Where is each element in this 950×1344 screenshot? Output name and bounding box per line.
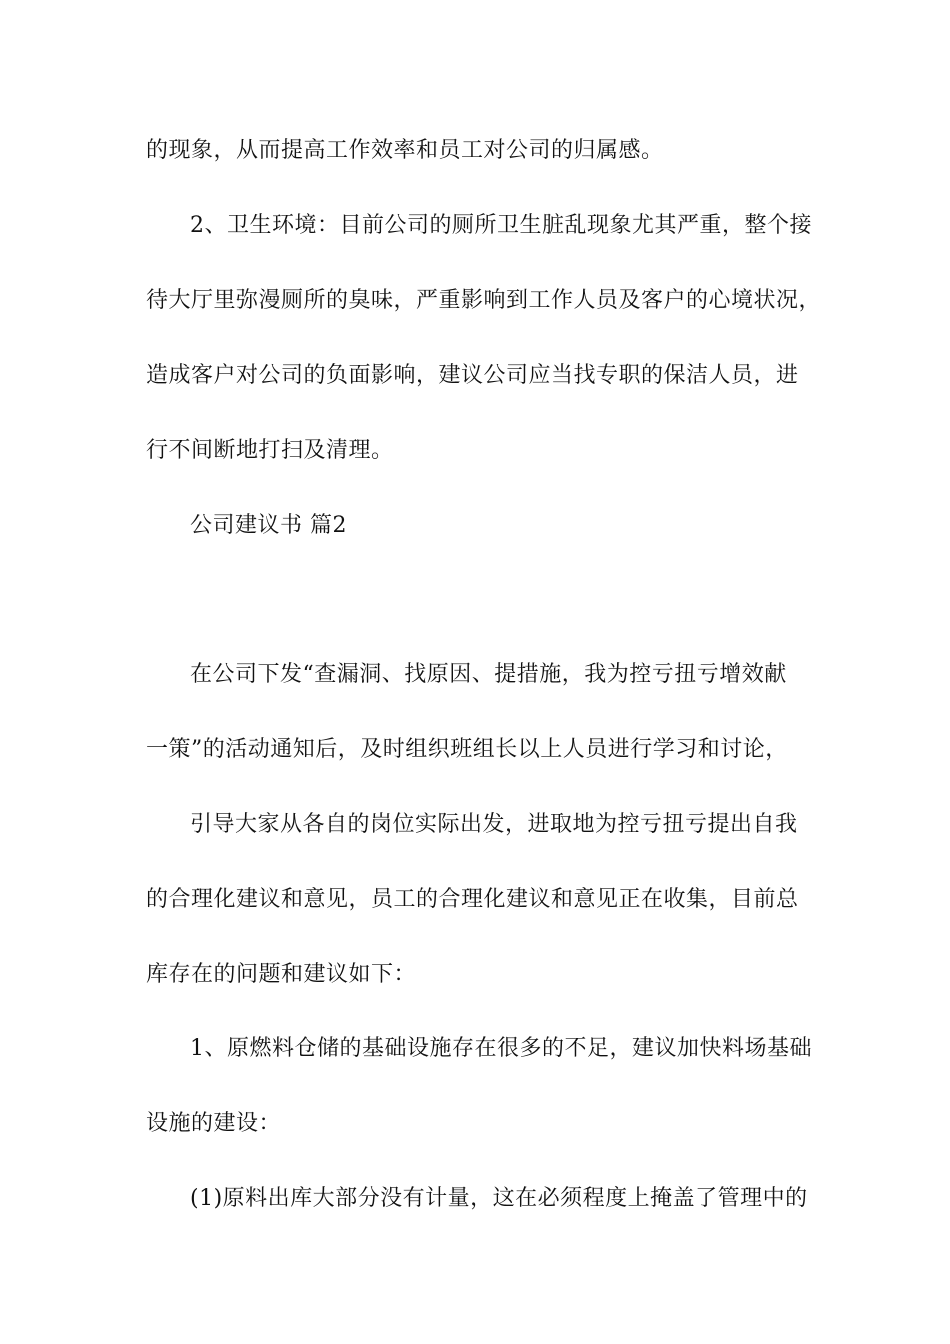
section-heading: 公司建议书 篇2	[190, 513, 347, 538]
paragraph-line: 行不间断地打扫及清理。	[146, 438, 394, 463]
paragraph-line: 一策”的活动通知后，及时组织班组长以上人员进行学习和讨论，	[146, 737, 788, 762]
paragraph-line: 待大厅里弥漫厕所的臭味，严重影响到工作人员及客户的心境状况，	[146, 288, 822, 313]
paragraph-line: 引导大家从各自的岗位实际出发，进取地为控亏扭亏提出自我	[190, 812, 798, 837]
paragraph-line: (1)原料出库大部分没有计量，这在必须程度上掩盖了管理中的	[190, 1186, 808, 1211]
paragraph-line: 的合理化建议和意见，员工的合理化建议和意见正在收集，目前总	[146, 887, 799, 912]
paragraph-line: 在公司下发“查漏洞、找原因、提措施，我为控亏扭亏增效献	[190, 662, 787, 687]
paragraph-line: 1、原燃料仓储的基础设施存在很多的不足，建议加快料场基础	[190, 1036, 812, 1061]
paragraph-line: 造成客户对公司的负面影响，建议公司应当找专职的保洁人员，进	[146, 363, 799, 388]
paragraph-line: 库存在的问题和建议如下：	[146, 962, 417, 987]
paragraph-line: 的现象，从而提高工作效率和员工对公司的归属感。	[146, 138, 664, 163]
paragraph-line: 2、卫生环境：目前公司的厕所卫生脏乱现象尤其严重，整个接	[190, 213, 812, 238]
paragraph-line: 设施的建设：	[146, 1111, 282, 1136]
